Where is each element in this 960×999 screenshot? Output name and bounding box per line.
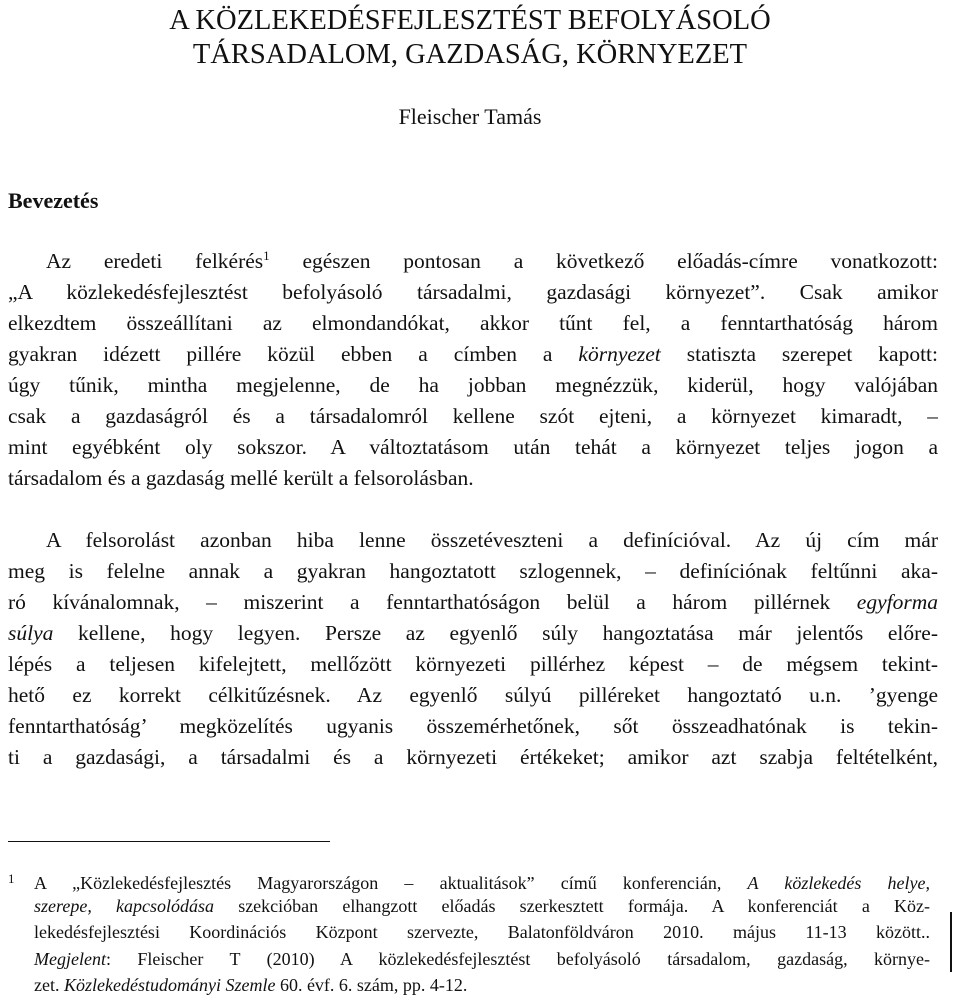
section-heading: Bevezetés: [8, 188, 99, 213]
paragraph-line: csak a gazdaságról és a társadalomról kellene szót ejteni, a környezet kimaradt, –: [8, 404, 938, 428]
text-run: kellene, hogy legyen. Persze az egyenlő súly hangoztatása már jelentős előre-: [53, 621, 938, 645]
text-run: A „Közlekedésfejlesztés Magyarországon – aktualitások” című konferencián,: [34, 873, 748, 893]
paragraph-line: A felsorolást azonban hiba lenne összetéveszteni a definícióval. Az új cím már: [46, 528, 938, 552]
title-line-2: TÁRSADALOM, GAZDASÁG, KÖRNYEZET: [192, 39, 748, 70]
title-line-1: A KÖZLEKEDÉSFEJLESZTÉST BEFOLYÁSOLÓ: [169, 5, 771, 36]
text-run: : Fleischer T (2010) A közlekedésfejlesztést befolyásoló társadalom, gazdaság, környe-: [105, 948, 930, 969]
emphasis: egyforma: [856, 590, 938, 614]
footnote-line: [8, 972, 930, 999]
text-run: szekcióban elhangzott előadás szerkesztett formája. A konferenciát a Köz-: [214, 895, 930, 916]
emphasis: szerepe, kapcsolódása: [34, 895, 214, 916]
paragraph-line: „A közlekedésfejlesztést befolyásoló társadalmi, gazdasági környezet”. Csak amikor: [8, 280, 938, 304]
text-run: 60. évf. 6. szám, pp. 4-12.: [275, 975, 468, 995]
emphasis: súlya: [8, 621, 54, 645]
paragraph-line: [8, 246, 938, 277]
footnote: [8, 866, 930, 999]
paragraph-line: ti a gazdasági, a társadalmi és a környezeti értékeket; amikor azt szabja feltételként,: [8, 745, 938, 769]
footnote-line: [8, 893, 930, 920]
footnote-line: [8, 866, 930, 893]
emphasis: Közlekedéstudományi Szemle: [63, 975, 276, 995]
paragraph-line: [8, 339, 938, 370]
margin-change-bar: [950, 912, 952, 972]
paragraph-line: fenntarthatóság’ megközelítés ugyanis összemérhetőnek, sőt összeadhatónak is tekin-: [8, 714, 938, 738]
text-run: zet.: [34, 975, 64, 995]
paragraph-line: [8, 618, 938, 649]
paragraph-line: elkezdtem összeállítani az elmondandókat, akkor tűnt fel, a fenntarthatóság három: [8, 311, 938, 335]
footnote-separator: [8, 841, 330, 842]
footnote-reference[interactable]: 1: [263, 247, 270, 263]
text-run: Az eredeti felkérés: [46, 249, 264, 273]
paragraph-line: meg is felelne annak a gyakran hangoztatott szlogennek, – definíciónak feltűnni aka-: [8, 559, 938, 583]
footnote-marker: 1: [8, 871, 15, 886]
footnote-line: [8, 946, 930, 973]
paragraph-line: lépés a teljesen kifelejtett, mellőzött környezeti pillérhez képest – de mégsem tekint-: [8, 652, 938, 676]
text-run: egészen pontosan a következő előadás-címre vonatkozott:: [269, 249, 938, 273]
paragraph-line: mint egyébként oly sokszor. A változtatásom után tehát a környezet teljes jogon a: [8, 435, 938, 459]
emphasis: Megjelent: [34, 948, 106, 969]
text-run: gyakran idézett pillére közül ebben a címben a: [8, 342, 579, 366]
emphasis: környezet: [578, 342, 661, 366]
paragraph-line: hető ez korrekt célkitűzésnek. Az egyenlő súlyú pilléreket hangoztató u.n. ’gyenge: [8, 683, 938, 707]
paragraph-line: társadalom és a gazdaság mellé került a felsorolásban.: [8, 466, 474, 490]
footnote-line: lekedésfejlesztési Koordinációs Központ szervezte, Balatonföldváron 2010. május 11-13 között..: [34, 922, 930, 942]
paragraph-definition: [8, 525, 938, 773]
emphasis: A közlekedés helye,: [747, 873, 930, 893]
paragraph-intro: [8, 246, 938, 494]
author-name: Fleischer Tamás: [398, 104, 542, 129]
text-run: statiszta szerepet kapott:: [660, 342, 938, 366]
text-run: ró kívánalomnak, – miszerint a fenntarthatóságon belül a három pillérnek: [8, 590, 857, 614]
paragraph-line: [8, 587, 938, 618]
paragraph-line: úgy tűnik, mintha megjelenne, de ha jobban megnézzük, kiderül, hogy valójában: [8, 373, 938, 397]
